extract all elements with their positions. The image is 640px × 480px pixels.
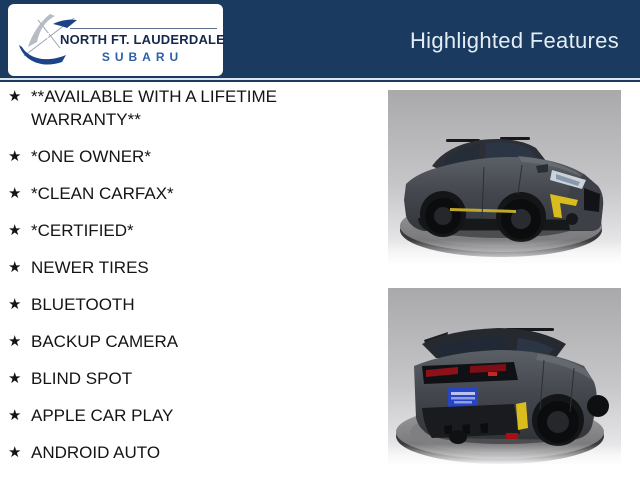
star-bullet-icon: ★ (8, 444, 22, 461)
star-bullet-icon: ★ (8, 148, 22, 165)
vehicle-photo-rear (388, 288, 621, 464)
star-bullet-icon: ★ (8, 88, 22, 105)
feature-item (8, 367, 382, 390)
vehicle-photo-front (388, 90, 621, 263)
star-bullet-icon: ★ (8, 185, 22, 202)
feature-item (8, 256, 382, 279)
feature-item (8, 404, 382, 427)
feature-item (8, 85, 382, 131)
star-bullet-icon: ★ (8, 407, 22, 424)
feature-label: BACKUP CAMERA (31, 332, 179, 351)
star-bullet-icon: ★ (8, 222, 22, 239)
feature-label: ANDROID AUTO (31, 443, 161, 462)
star-bullet-icon: ★ (8, 259, 22, 276)
logo-divider-line (70, 28, 217, 29)
feature-label: BLIND SPOT (31, 369, 133, 388)
feature-label: NEWER TIRES (31, 258, 149, 277)
star-bullet-icon: ★ (8, 296, 22, 313)
dealer-logo (8, 4, 226, 76)
feature-item (8, 182, 382, 205)
page-title: Highlighted Features (409, 28, 619, 53)
feature-item (8, 330, 382, 353)
feature-label: *CLEAN CARFAX* (31, 184, 174, 203)
feature-item (8, 219, 382, 242)
feature-item (8, 293, 382, 316)
feature-label: APPLE CAR PLAY (31, 406, 174, 425)
dealer-name: NORTH FT. LAUDERDALE (60, 32, 226, 47)
feature-label: *CERTIFIED* (31, 221, 134, 240)
feature-item (8, 145, 382, 168)
feature-label: BLUETOOTH (31, 295, 135, 314)
dealer-brand: SUBARU (101, 50, 184, 64)
car-rear-three-quarter-illustration (388, 288, 621, 464)
star-bullet-icon: ★ (8, 333, 22, 350)
car-front-three-quarter-illustration (388, 90, 621, 263)
star-bullet-icon: ★ (8, 370, 22, 387)
feature-label: **AVAILABLE WITH A LIFETIME WARRANTY** (31, 87, 277, 129)
header-divider-dark (0, 80, 640, 82)
header-bar (0, 0, 640, 78)
features-list (8, 85, 382, 478)
feature-label: *ONE OWNER* (31, 147, 151, 166)
feature-item (8, 441, 382, 464)
